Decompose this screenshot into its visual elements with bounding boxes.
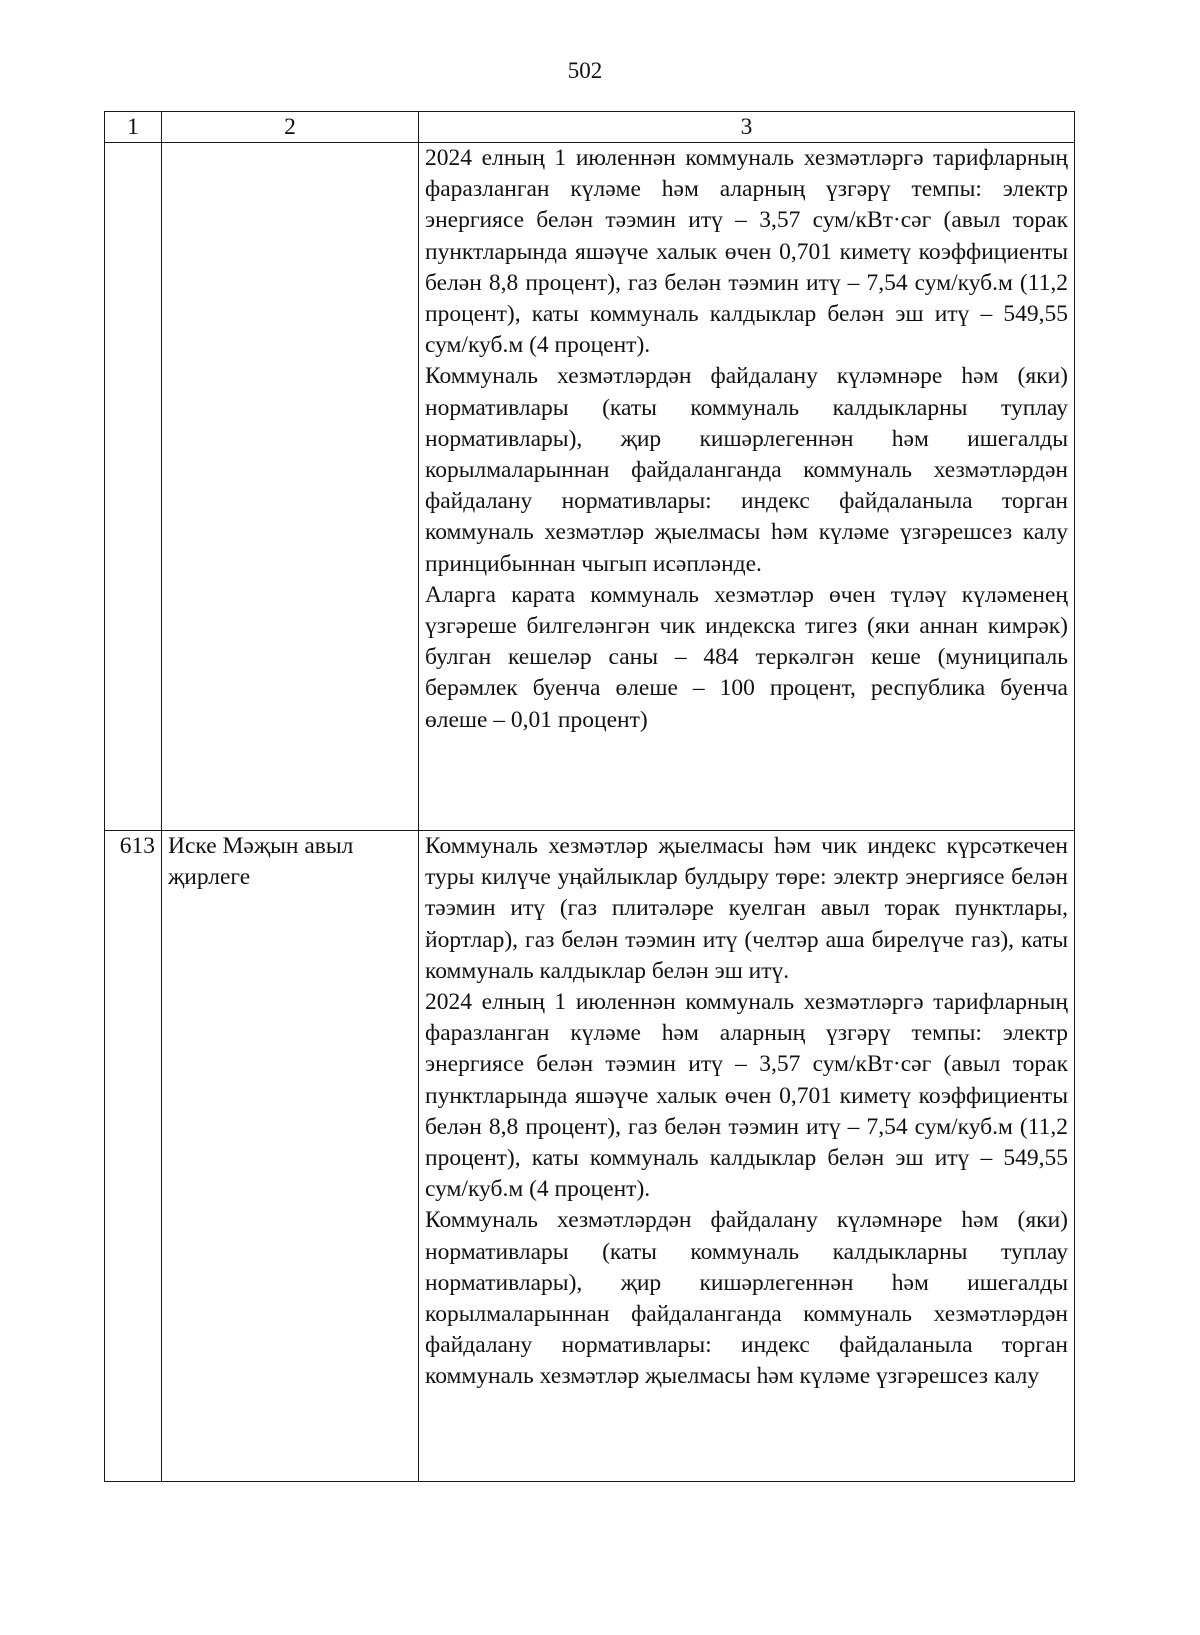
table-header-row [105,112,1075,143]
row-number: 613 [105,831,162,1482]
table-row [105,831,1075,1482]
settlement-name: Иске Мәҗын авыл җирлеге [162,831,419,1482]
content-paragraph: Коммуналь хезмәтләрдән файдалану күләмнәре һәм (яки) нормативлары (каты коммуналь калдыкларны туплау нормативлары), җир кишәрлегеннән һәм ишегалды корылмаларыннан файдаланганда коммуналь хезмәтләрдән файдалану нормативлары: индекс файдаланыла торган коммуналь хезмәтләр җыелмасы һәм күләме үзгәрешсез калу [425,1207,1068,1390]
data-table [104,111,1075,1482]
content-paragraph: 2024 елның 1 июленнән коммуналь хезмәтләргә тарифларның фаразланган күләме һәм аларның үзгәрү темпы: электр энергиясе белән тәэмин итү – 3,57 сум/кВт·сәг (авыл торак пунктларында яшәүче халык өчен 0,701 киметү коэффициенты белән 8,8 процент), газ белән тәэмин итү – 7,54 сум/куб.м (11,2 процент), каты коммуналь калдыклар белән эш итү – 549,55 сум/куб.м (4 процент). [425,145,1068,359]
content-paragraph: Аларга карата коммуналь хезмәтләр өчен түләү күләменең үзгәреше билгеләнгән чик индекска тигез (яки аннан кимрәк) булган кешеләр саны – 484 теркәлгән кеше (муниципаль берәмлек буенча өлеше – 100 процент, республика буенча өлеше – 0,01 процент) [425,581,1068,733]
content-paragraph: 2024 елның 1 июленнән коммуналь хезмәтләргә тарифларның фаразланган күләме һәм аларның үзгәрү темпы: электр энергиясе белән тәэмин итү – 3,57 сум/кВт·сәг (авыл торак пунктларында яшәүче халык өчен 0,701 киметү коэффициенты белән 8,8 процент), газ белән тәэмин итү – 7,54 сум/куб.м (11,2 процент), каты коммуналь калдыклар белән эш итү – 549,55 сум/куб.м (4 процент). [425,989,1068,1203]
header-col-1: 1 [105,112,162,143]
row-number [105,143,162,831]
page-number: 502 [567,58,603,83]
table-row [105,143,1075,831]
header-col-2: 2 [162,112,419,143]
settlement-name [162,143,419,831]
content-paragraph: Коммуналь хезмәтләрдән файдалану күләмнәре һәм (яки) нормативлары (каты коммуналь калдыкларны туплау нормативлары), җир кишәрлегеннән һәм ишегалды корылмаларыннан файдаланганда коммуналь хезмәтләрдән файдалану нормативлары: индекс файдаланыла торган коммуналь хезмәтләр җыелмасы һәм күләме үзгәрешсез калу принцибыннан чыгып исәпләнде. [425,363,1068,577]
row-content [419,143,1075,831]
header-col-3: 3 [419,112,1075,143]
row-content [419,831,1075,1482]
content-paragraph: Коммуналь хезмәтләр җыелмасы һәм чик индекс күрсәткечен туры килүче уңайлыклар булдыру төре: электр энергиясе белән тәэмин итү (газ плитәләре куелган авыл торак пунктлары, йортлар), газ белән тәэмин итү (челтәр аша бирелүче газ), каты коммуналь калдыклар белән эш итү. [425,833,1068,984]
